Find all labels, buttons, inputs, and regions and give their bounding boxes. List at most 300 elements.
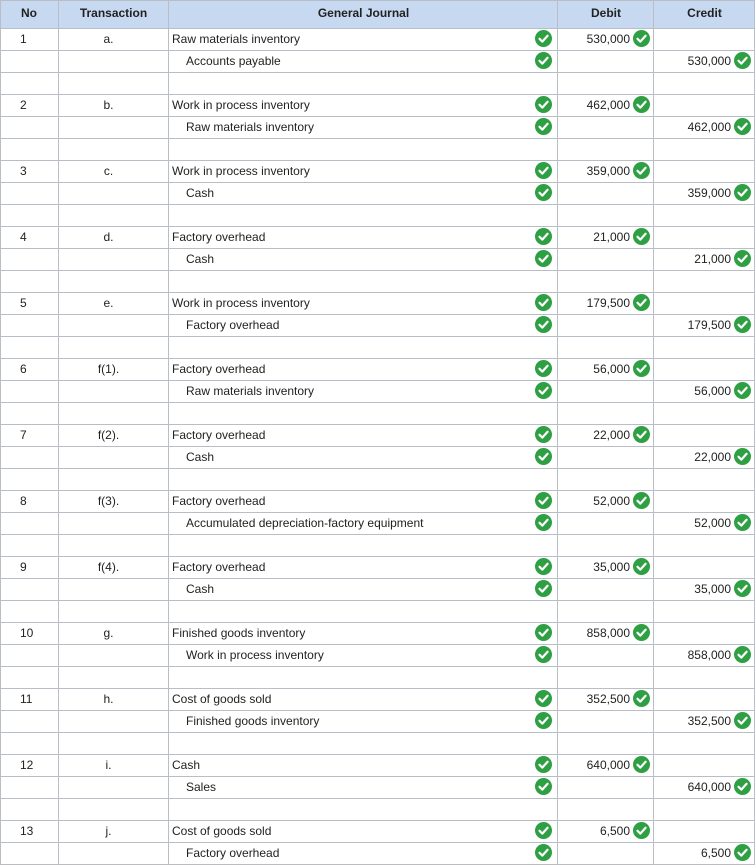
cell-debit[interactable]: [558, 710, 654, 732]
cell-transaction: [58, 116, 169, 138]
cell-transaction: [58, 292, 169, 314]
debit-amount[interactable]: 179,500: [586, 296, 630, 310]
cell-debit[interactable]: [558, 314, 654, 336]
check-circle-icon: [734, 382, 751, 399]
check-circle-icon: [535, 426, 552, 443]
journal-row-debit: [0, 28, 755, 50]
cell-no: [0, 50, 58, 72]
cell-account[interactable]: [169, 644, 558, 666]
debit-account[interactable]: Factory overhead: [172, 560, 266, 574]
cell-credit[interactable]: [654, 446, 755, 468]
credit-amount[interactable]: 530,000: [687, 54, 731, 68]
entry-number: 10: [20, 626, 34, 640]
debit-account[interactable]: Work in process inventory: [172, 98, 310, 112]
credit-account[interactable]: Accumulated depreciation-factory equipment: [186, 516, 424, 530]
entry-number: 9: [20, 560, 27, 574]
debit-amount[interactable]: 530,000: [586, 32, 630, 46]
credit-account[interactable]: Raw materials inventory: [186, 120, 315, 134]
cell-credit[interactable]: [654, 754, 755, 776]
entry-number: 12: [20, 758, 34, 772]
transaction-label: g.: [103, 626, 114, 640]
cell-credit[interactable]: [654, 292, 755, 314]
debit-amount[interactable]: 52,000: [593, 494, 630, 508]
credit-amount[interactable]: 22,000: [694, 450, 731, 464]
check-circle-icon: [633, 96, 650, 113]
cell-transaction: [58, 226, 169, 248]
check-circle-icon: [535, 558, 552, 575]
cell-credit[interactable]: [654, 556, 755, 578]
cell-transaction: [58, 182, 169, 204]
debit-account[interactable]: Factory overhead: [172, 494, 266, 508]
cell-no: [0, 556, 58, 578]
cell-debit[interactable]: [558, 842, 654, 864]
credit-account[interactable]: Cash: [186, 450, 215, 464]
journal-row-debit: [0, 226, 755, 248]
check-circle-icon: [734, 844, 751, 861]
journal-row-credit: [0, 512, 755, 534]
entry-number: 11: [20, 692, 33, 706]
cell-credit[interactable]: [654, 182, 755, 204]
credit-account[interactable]: Sales: [186, 780, 217, 794]
cell-account[interactable]: [169, 688, 558, 710]
cell-transaction: [58, 358, 169, 380]
entry-number: 1: [20, 32, 27, 46]
journal-row-credit: [0, 842, 755, 864]
cell-debit[interactable]: [558, 226, 654, 248]
debit-amount[interactable]: 21,000: [593, 230, 630, 244]
check-circle-icon: [734, 184, 751, 201]
cell-no: [0, 842, 58, 864]
cell-debit[interactable]: [558, 644, 654, 666]
check-circle-icon: [535, 228, 552, 245]
journal-row-debit: [0, 358, 755, 380]
entry-number: 4: [20, 230, 27, 244]
transaction-label: e.: [103, 296, 114, 310]
journal-row-blank: [0, 402, 755, 424]
check-circle-icon: [633, 690, 650, 707]
cell-no: [0, 380, 58, 402]
debit-account[interactable]: Cost of goods sold: [172, 692, 272, 706]
cell-account[interactable]: [169, 754, 558, 776]
cell-account[interactable]: [169, 490, 558, 512]
cell-no: [0, 820, 58, 842]
check-circle-icon: [535, 712, 552, 729]
journal-row-debit: [0, 556, 755, 578]
credit-account[interactable]: Cash: [186, 582, 215, 596]
cell-no: [0, 644, 58, 666]
cell-transaction: [58, 490, 169, 512]
cell-debit[interactable]: [558, 688, 654, 710]
cell-transaction: [58, 710, 169, 732]
cell-account[interactable]: [169, 358, 558, 380]
debit-amount[interactable]: 462,000: [586, 98, 630, 112]
check-circle-icon: [535, 756, 552, 773]
cell-debit[interactable]: [558, 776, 654, 798]
cell-account[interactable]: [169, 512, 558, 534]
cell-debit[interactable]: [558, 820, 654, 842]
check-circle-icon: [734, 250, 751, 267]
credit-amount[interactable]: 640,000: [687, 780, 731, 794]
cell-transaction: [58, 512, 169, 534]
check-circle-icon: [535, 514, 552, 531]
check-circle-icon: [535, 778, 552, 795]
entry-number: 2: [20, 98, 27, 112]
cell-credit[interactable]: [654, 358, 755, 380]
cell-account[interactable]: [169, 292, 558, 314]
cell-transaction: [58, 424, 169, 446]
cell-credit[interactable]: [654, 512, 755, 534]
debit-amount[interactable]: 359,000: [586, 164, 630, 178]
check-circle-icon: [535, 184, 552, 201]
journal-row-blank: [0, 600, 755, 622]
transaction-label: j.: [105, 824, 112, 838]
cell-credit[interactable]: [654, 94, 755, 116]
check-circle-icon: [633, 294, 650, 311]
header-transaction: Transaction: [58, 0, 169, 28]
debit-account[interactable]: Cost of goods sold: [172, 824, 272, 838]
cell-account[interactable]: [169, 622, 558, 644]
cell-account[interactable]: [169, 424, 558, 446]
credit-account[interactable]: Cash: [186, 252, 215, 266]
cell-no: [0, 94, 58, 116]
credit-account[interactable]: Factory overhead: [186, 318, 280, 332]
cell-transaction: [58, 446, 169, 468]
check-circle-icon: [535, 96, 552, 113]
cell-no: [0, 776, 58, 798]
check-circle-icon: [535, 624, 552, 641]
cell-credit[interactable]: [654, 380, 755, 402]
credit-amount[interactable]: 179,500: [687, 318, 731, 332]
cell-no: [0, 160, 58, 182]
debit-account[interactable]: Factory overhead: [172, 230, 266, 244]
cell-account[interactable]: [169, 380, 558, 402]
debit-account[interactable]: Work in process inventory: [172, 164, 310, 178]
check-circle-icon: [734, 580, 751, 597]
journal-row-credit: [0, 710, 755, 732]
cell-debit[interactable]: [558, 50, 654, 72]
journal-row-debit: [0, 754, 755, 776]
cell-transaction: [58, 820, 169, 842]
journal-row-blank: [0, 666, 755, 688]
cell-debit[interactable]: [558, 380, 654, 402]
cell-account[interactable]: [169, 820, 558, 842]
cell-credit[interactable]: [654, 710, 755, 732]
cell-account[interactable]: [169, 226, 558, 248]
debit-account[interactable]: Raw materials inventory: [172, 32, 301, 46]
cell-no: [0, 688, 58, 710]
credit-account[interactable]: Cash: [186, 186, 215, 200]
check-circle-icon: [535, 580, 552, 597]
credit-account[interactable]: Factory overhead: [186, 846, 280, 860]
cell-transaction: [58, 688, 169, 710]
debit-amount[interactable]: 22,000: [593, 428, 630, 442]
cell-transaction: [58, 50, 169, 72]
check-circle-icon: [535, 822, 552, 839]
credit-amount[interactable]: 6,500: [700, 846, 731, 860]
credit-amount[interactable]: 52,000: [694, 516, 731, 530]
check-circle-icon: [633, 426, 650, 443]
cell-debit[interactable]: [558, 160, 654, 182]
table-header: [0, 0, 755, 28]
entry-number: 8: [20, 494, 27, 508]
cell-debit[interactable]: [558, 116, 654, 138]
cell-no: [0, 512, 58, 534]
journal-row-credit: [0, 776, 755, 798]
entry-number: 5: [20, 296, 27, 310]
journal-row-blank: [0, 138, 755, 160]
cell-account[interactable]: [169, 50, 558, 72]
entry-number: 13: [20, 824, 34, 838]
cell-no: [0, 622, 58, 644]
entry-number: 3: [20, 164, 27, 178]
check-circle-icon: [633, 30, 650, 47]
cell-credit[interactable]: [654, 688, 755, 710]
header-no: No: [0, 0, 58, 28]
cell-account[interactable]: [169, 314, 558, 336]
journal-row-blank: [0, 534, 755, 556]
cell-transaction: [58, 314, 169, 336]
cell-no: [0, 710, 58, 732]
credit-account[interactable]: Accounts payable: [186, 54, 281, 68]
journal-row-debit: [0, 160, 755, 182]
cell-account[interactable]: [169, 446, 558, 468]
cell-transaction: [58, 578, 169, 600]
cell-debit[interactable]: [558, 578, 654, 600]
cell-debit[interactable]: [558, 556, 654, 578]
check-circle-icon: [633, 360, 650, 377]
cell-no: [0, 292, 58, 314]
check-circle-icon: [535, 250, 552, 267]
check-circle-icon: [633, 756, 650, 773]
debit-amount[interactable]: 352,500: [586, 692, 630, 706]
cell-transaction: [58, 644, 169, 666]
credit-amount[interactable]: 462,000: [687, 120, 731, 134]
transaction-label: d.: [103, 230, 114, 244]
cell-transaction: [58, 622, 169, 644]
cell-no: [0, 490, 58, 512]
cell-no: [0, 424, 58, 446]
check-circle-icon: [535, 162, 552, 179]
check-circle-icon: [535, 382, 552, 399]
cell-credit[interactable]: [654, 50, 755, 72]
journal-row-blank: [0, 732, 755, 754]
check-circle-icon: [535, 448, 552, 465]
cell-credit[interactable]: [654, 314, 755, 336]
cell-no: [0, 446, 58, 468]
cell-transaction: [58, 556, 169, 578]
check-circle-icon: [734, 712, 751, 729]
check-circle-icon: [535, 52, 552, 69]
cell-transaction: [58, 28, 169, 50]
check-circle-icon: [734, 778, 751, 795]
debit-account[interactable]: Finished goods inventory: [172, 626, 306, 640]
cell-account[interactable]: [169, 842, 558, 864]
credit-amount[interactable]: 359,000: [687, 186, 731, 200]
debit-account[interactable]: Cash: [172, 758, 201, 772]
cell-account[interactable]: [169, 556, 558, 578]
check-circle-icon: [535, 844, 552, 861]
check-circle-icon: [535, 118, 552, 135]
check-circle-icon: [633, 162, 650, 179]
check-circle-icon: [734, 448, 751, 465]
journal-row-debit: [0, 424, 755, 446]
transaction-label: h.: [103, 692, 114, 706]
transaction-label: i.: [105, 758, 112, 772]
check-circle-icon: [633, 624, 650, 641]
check-circle-icon: [633, 228, 650, 245]
debit-account[interactable]: Factory overhead: [172, 362, 266, 376]
journal-row-blank: [0, 798, 755, 820]
check-circle-icon: [633, 492, 650, 509]
journal-row-credit: [0, 182, 755, 204]
check-circle-icon: [535, 690, 552, 707]
cell-account[interactable]: [169, 94, 558, 116]
cell-credit[interactable]: [654, 160, 755, 182]
cell-transaction: [58, 160, 169, 182]
journal-row-credit: [0, 116, 755, 138]
journal-row-debit: [0, 622, 755, 644]
journal-row-debit: [0, 292, 755, 314]
cell-account[interactable]: [169, 578, 558, 600]
cell-credit[interactable]: [654, 644, 755, 666]
debit-amount[interactable]: 858,000: [586, 626, 630, 640]
journal-row-blank: [0, 270, 755, 292]
cell-no: [0, 226, 58, 248]
debit-amount[interactable]: 6,500: [599, 824, 630, 838]
cell-credit[interactable]: [654, 226, 755, 248]
cell-account[interactable]: [169, 116, 558, 138]
cell-transaction: [58, 380, 169, 402]
credit-amount[interactable]: 35,000: [694, 582, 731, 596]
debit-account[interactable]: Factory overhead: [172, 428, 266, 442]
check-circle-icon: [734, 646, 751, 663]
journal-row-blank: [0, 72, 755, 94]
check-circle-icon: [734, 52, 751, 69]
cell-transaction: [58, 776, 169, 798]
cell-account[interactable]: [169, 776, 558, 798]
cell-account[interactable]: [169, 28, 558, 50]
check-circle-icon: [633, 822, 650, 839]
journal-row-credit: [0, 644, 755, 666]
debit-amount[interactable]: 56,000: [593, 362, 630, 376]
journal-row-credit: [0, 578, 755, 600]
check-circle-icon: [535, 646, 552, 663]
journal-row-debit: [0, 94, 755, 116]
journal-row-credit: [0, 314, 755, 336]
debit-account[interactable]: Work in process inventory: [172, 296, 310, 310]
check-circle-icon: [734, 118, 751, 135]
cell-no: [0, 358, 58, 380]
transaction-label: f(2).: [97, 428, 120, 442]
cell-debit[interactable]: [558, 358, 654, 380]
cell-transaction: [58, 94, 169, 116]
journal-row-blank: [0, 468, 755, 490]
cell-no: [0, 578, 58, 600]
credit-account[interactable]: Work in process inventory: [186, 648, 324, 662]
journal-row-credit: [0, 380, 755, 402]
journal-row-blank: [0, 204, 755, 226]
entry-number: 6: [20, 362, 27, 376]
cell-no: [0, 182, 58, 204]
credit-amount[interactable]: 352,500: [687, 714, 731, 728]
journal-row-credit: [0, 50, 755, 72]
check-circle-icon: [535, 294, 552, 311]
cell-transaction: [58, 248, 169, 270]
journal-row-credit: [0, 446, 755, 468]
cell-credit[interactable]: [654, 424, 755, 446]
debit-amount[interactable]: 640,000: [586, 758, 630, 772]
cell-debit[interactable]: [558, 754, 654, 776]
cell-account[interactable]: [169, 160, 558, 182]
check-circle-icon: [535, 492, 552, 509]
check-circle-icon: [535, 316, 552, 333]
cell-no: [0, 116, 58, 138]
cell-debit[interactable]: [558, 182, 654, 204]
cell-debit[interactable]: [558, 28, 654, 50]
cell-account[interactable]: [169, 710, 558, 732]
credit-account[interactable]: Raw materials inventory: [186, 384, 315, 398]
header-general-journal: General Journal: [169, 0, 558, 28]
check-circle-icon: [535, 360, 552, 377]
cell-credit[interactable]: [654, 116, 755, 138]
check-circle-icon: [734, 316, 751, 333]
cell-debit[interactable]: [558, 512, 654, 534]
journal-row-credit: [0, 248, 755, 270]
cell-no: [0, 248, 58, 270]
cell-no: [0, 314, 58, 336]
cell-no: [0, 28, 58, 50]
credit-amount[interactable]: 21,000: [694, 252, 731, 266]
cell-account[interactable]: [169, 182, 558, 204]
transaction-label: a.: [103, 32, 114, 46]
cell-transaction: [58, 754, 169, 776]
cell-debit[interactable]: [558, 424, 654, 446]
header-credit: Credit: [654, 0, 755, 28]
cell-credit[interactable]: [654, 622, 755, 644]
check-circle-icon: [734, 514, 751, 531]
header-debit: Debit: [558, 0, 654, 28]
journal-row-debit: [0, 688, 755, 710]
cell-debit[interactable]: [558, 622, 654, 644]
check-circle-icon: [633, 558, 650, 575]
cell-credit[interactable]: [654, 776, 755, 798]
entry-number: 7: [20, 428, 27, 442]
cell-credit[interactable]: [654, 578, 755, 600]
transaction-label: f(4).: [97, 560, 120, 574]
credit-account[interactable]: Finished goods inventory: [186, 714, 320, 728]
credit-amount[interactable]: 56,000: [694, 384, 731, 398]
cell-debit[interactable]: [558, 94, 654, 116]
cell-debit[interactable]: [558, 490, 654, 512]
journal-row-debit: [0, 490, 755, 512]
cell-credit[interactable]: [654, 842, 755, 864]
cell-credit[interactable]: [654, 248, 755, 270]
cell-debit[interactable]: [558, 446, 654, 468]
debit-amount[interactable]: 35,000: [593, 560, 630, 574]
cell-debit[interactable]: [558, 248, 654, 270]
cell-credit[interactable]: [654, 28, 755, 50]
credit-amount[interactable]: 858,000: [687, 648, 731, 662]
check-circle-icon: [535, 30, 552, 47]
cell-debit[interactable]: [558, 292, 654, 314]
cell-account[interactable]: [169, 248, 558, 270]
cell-credit[interactable]: [654, 820, 755, 842]
journal-row-debit: [0, 820, 755, 842]
journal-row-blank: [0, 336, 755, 358]
cell-credit[interactable]: [654, 490, 755, 512]
transaction-label: c.: [103, 164, 114, 178]
transaction-label: b.: [103, 98, 114, 112]
